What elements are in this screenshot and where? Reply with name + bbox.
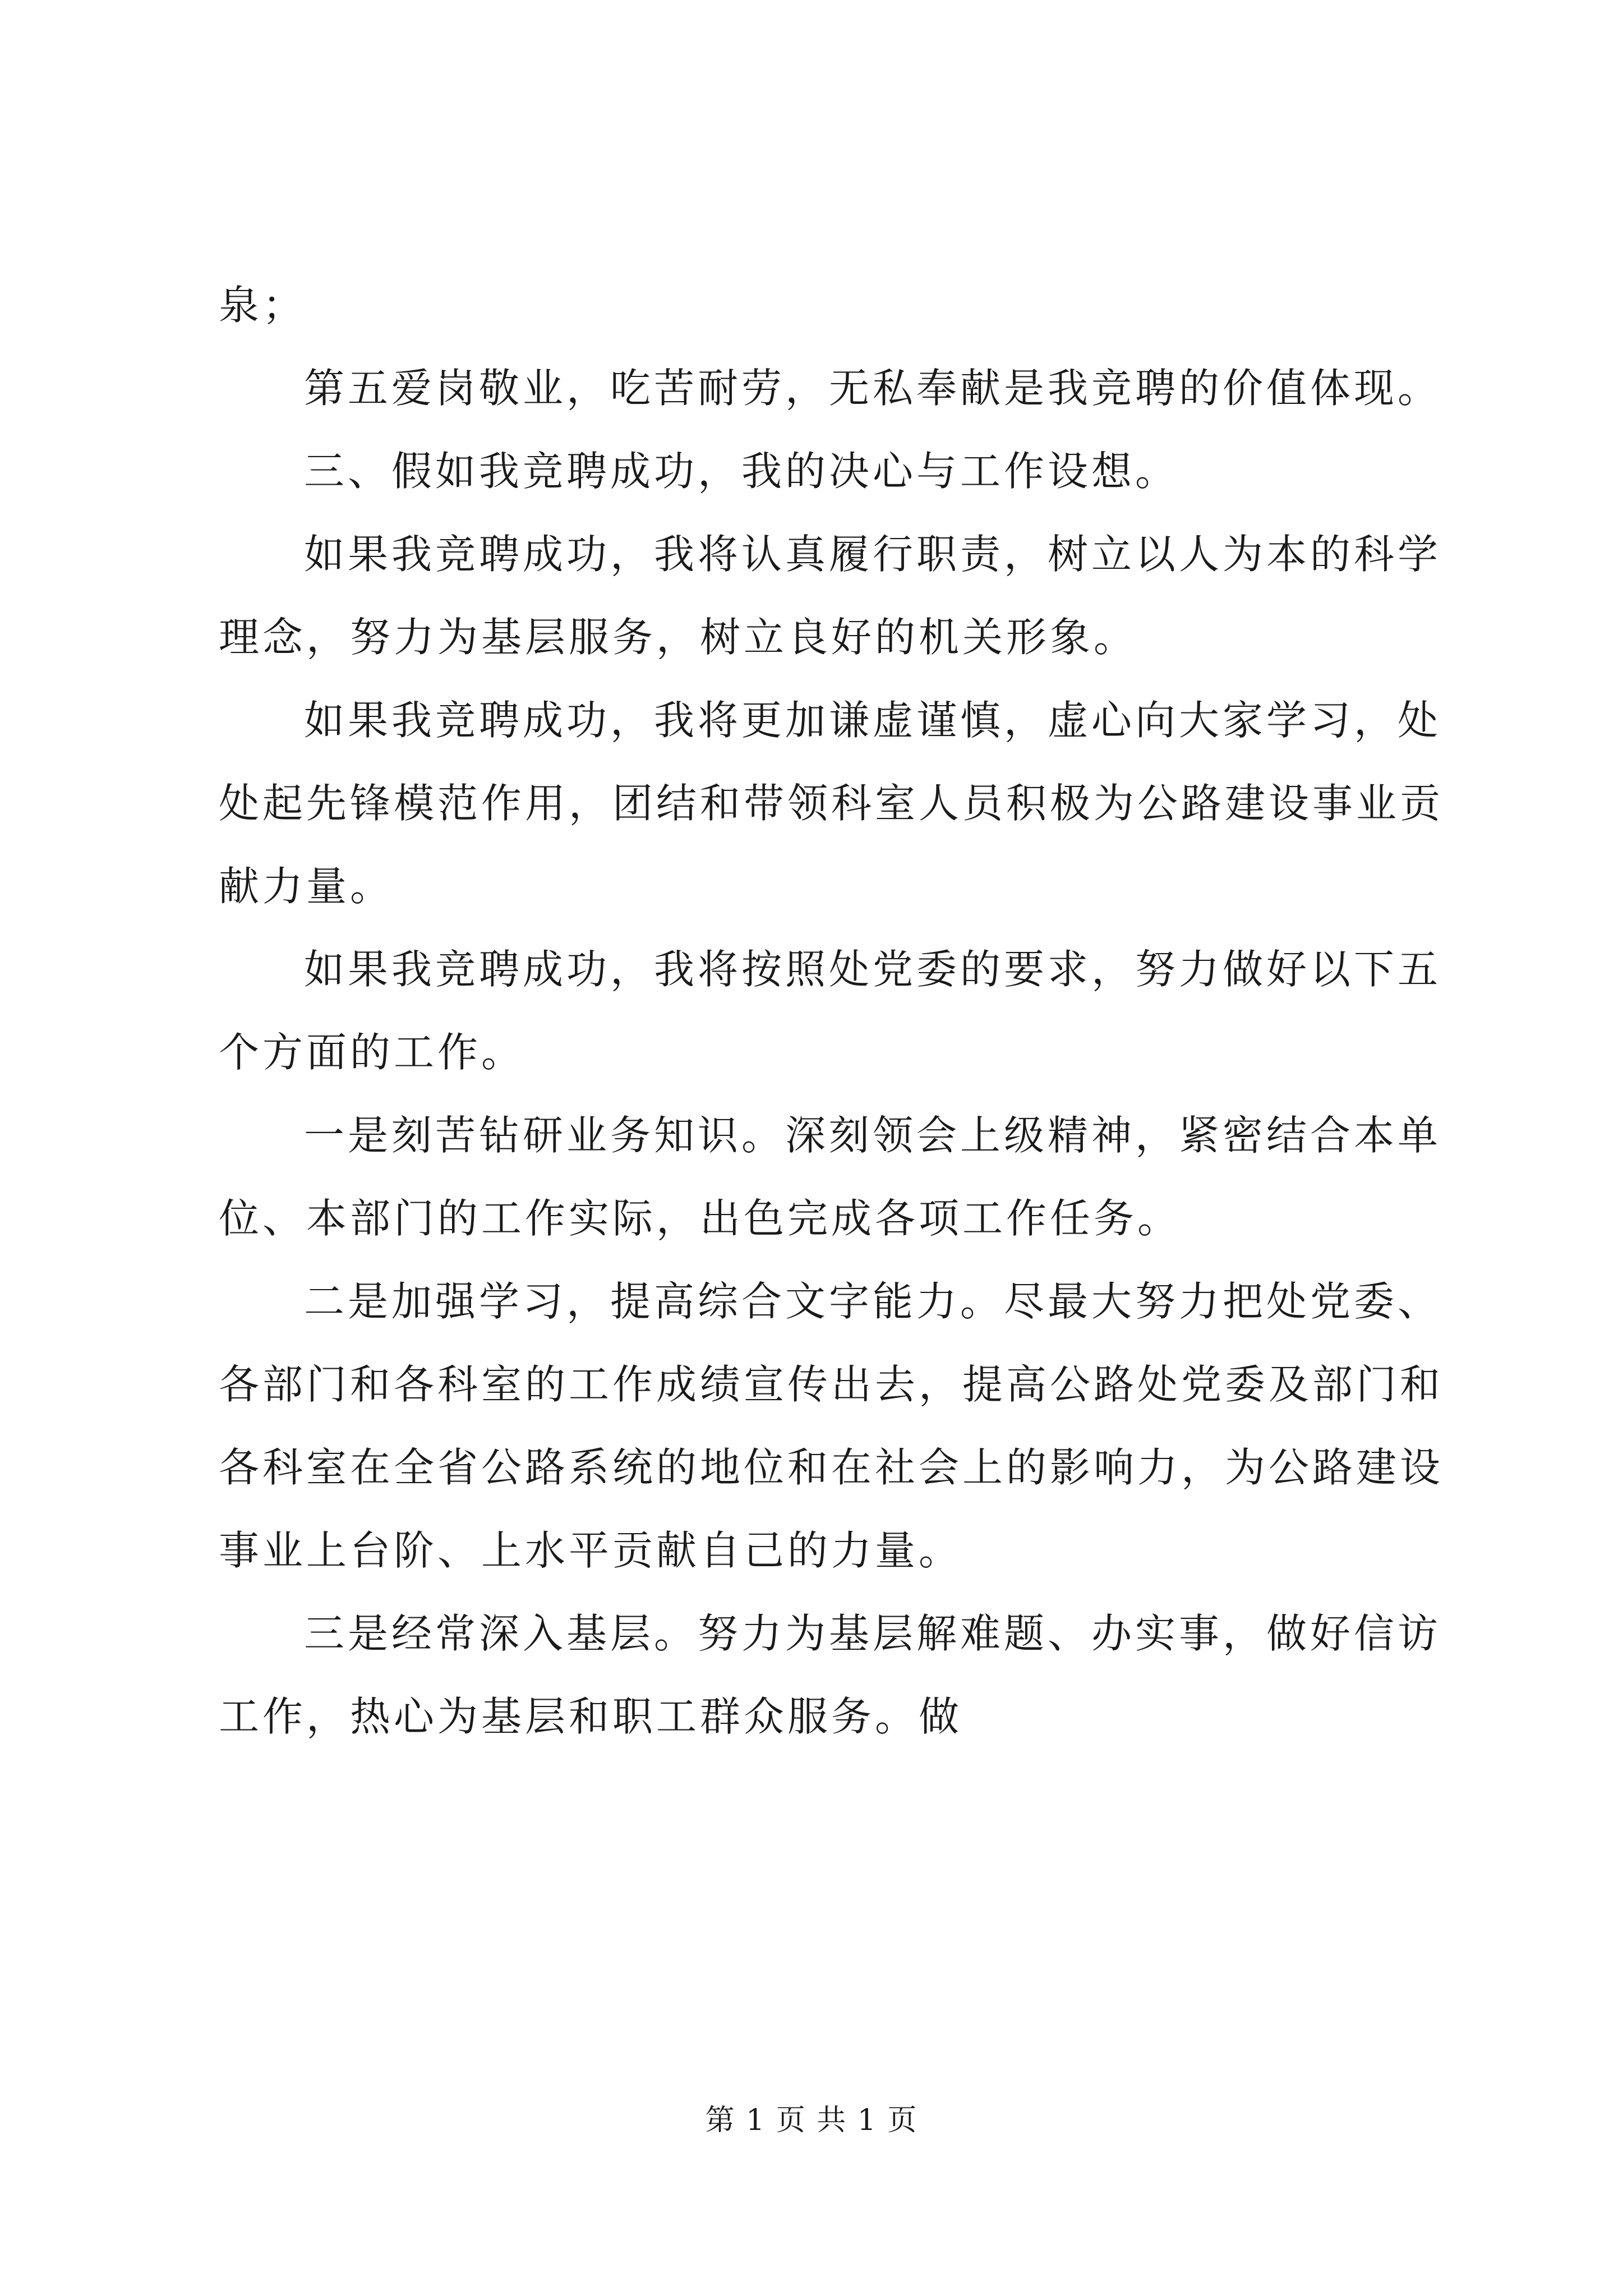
text-line-10: 个方面的工作。: [219, 1029, 525, 1076]
text-line-6: 如果我竞聘成功，我将更加谦虚谨慎，虚心向大家学习，处: [304, 697, 1442, 744]
text-line-17: 三是经常深入基层。努力为基层解难题、办实事，做好信访: [304, 1610, 1442, 1657]
text-line-5: 理念，努力为基层服务，树立良好的机关形象。: [219, 614, 1138, 661]
page-footer: [0, 2101, 1623, 2140]
text-line-16: 事业上台阶、上水平贡献自己的力量。: [219, 1527, 963, 1574]
text-line-18: 工作，热心为基层和职工群众服务。做: [219, 1693, 963, 1740]
text-line-4: 如果我竞聘成功，我将认真履行职责，树立以人为本的科学: [304, 531, 1442, 578]
text-line-15: 各科室在全省公路系统的地位和在社会上的影响力，为公路建设: [219, 1444, 1444, 1491]
text-line-8: 献力量。: [219, 863, 394, 910]
text-line-7: 处起先锋模范作用，团结和带领科室人员积极为公路建设事业贡: [219, 780, 1444, 827]
text-line-1: 泉；: [219, 282, 307, 329]
page-number-label: 第 1 页 共 1 页: [705, 2104, 918, 2137]
text-line-13: 二是加强学习，提高综合文字能力。尽最大努力把处党委、: [304, 1278, 1442, 1325]
text-line-11: 一是刻苦钻研业务知识。深刻领会上级精神，紧密结合本单: [304, 1112, 1442, 1159]
text-line-3: 三、假如我竞聘成功，我的决心与工作设想。: [304, 448, 1179, 495]
text-line-12: 位、本部门的工作实际，出色完成各项工作任务。: [219, 1195, 1182, 1242]
text-line-2: 第五爱岗敬业，吃苦耐劳，无私奉献是我竞聘的价值体现。: [304, 365, 1442, 412]
text-line-14: 各部门和各科室的工作成绩宣传出去，提高公路处党委及部门和: [219, 1361, 1444, 1408]
document-body: [219, 264, 1444, 1758]
text-line-9: 如果我竞聘成功，我将按照处党委的要求，努力做好以下五: [304, 946, 1442, 993]
